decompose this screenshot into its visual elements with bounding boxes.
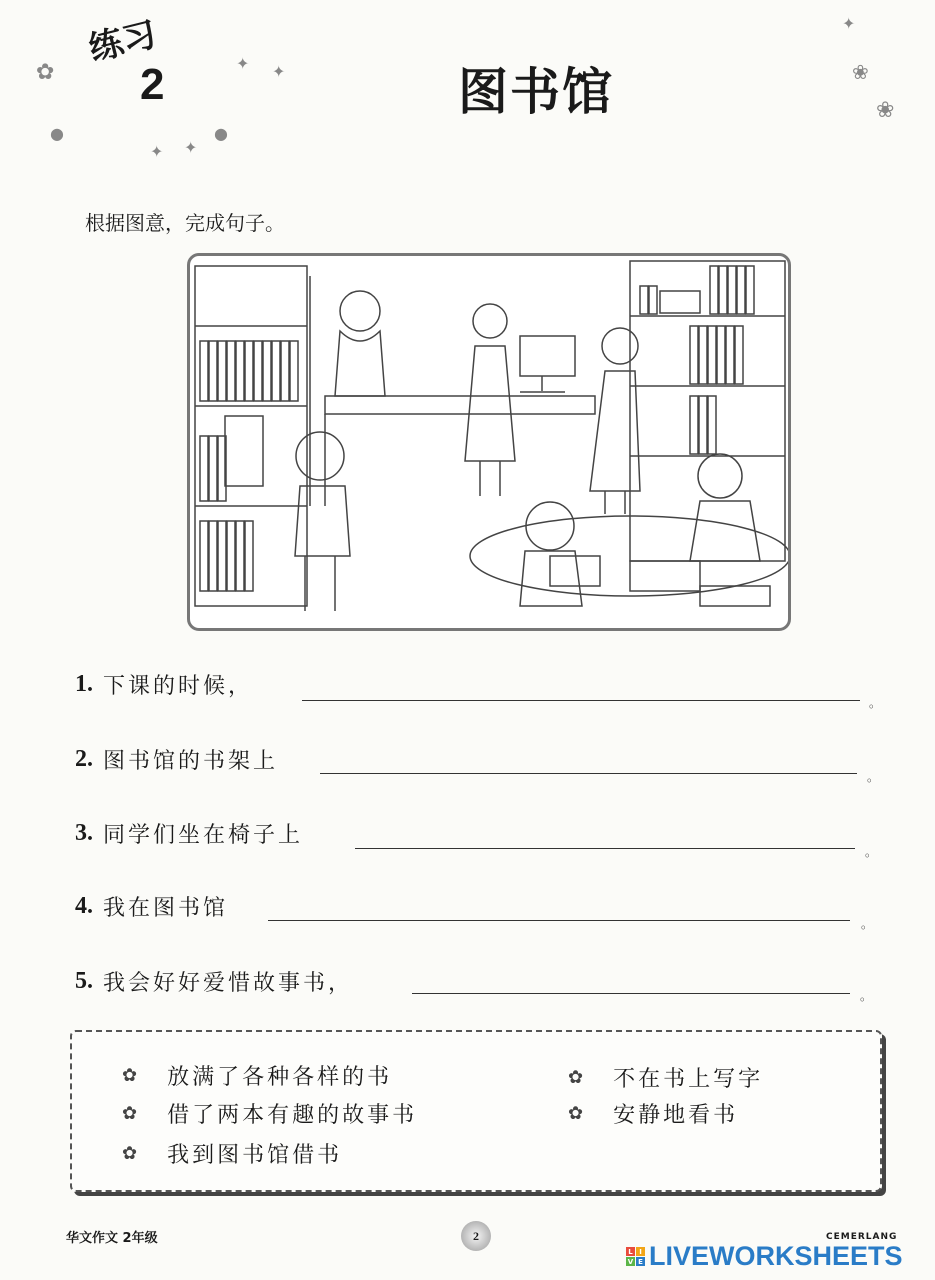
logo-letter: L [626, 1247, 635, 1256]
question-4 [75, 886, 228, 926]
flower-decoration-icon: ❀ [876, 98, 895, 123]
word-bank-option[interactable] [568, 1062, 763, 1093]
question-number: 3. [75, 819, 93, 846]
question-number: 1. [75, 670, 93, 697]
star-icon: ✦ [236, 54, 250, 73]
period-mark: 。 [865, 845, 878, 859]
question-number: 2. [75, 745, 93, 772]
liveworksheets-logo-icon [626, 1247, 645, 1266]
answer-blank-4[interactable] [268, 920, 850, 921]
word-bank [70, 1030, 882, 1192]
logo-letter: V [627, 1257, 634, 1266]
star-icon: ✦ [184, 138, 198, 157]
liveworksheets-watermark [626, 1241, 903, 1272]
question-stem: 下课的时候， [103, 673, 254, 699]
option-text: 放满了各种各样的书 [167, 1065, 393, 1090]
logo-letter: E [636, 1257, 645, 1266]
book-label: 华文作文 2年级 [66, 1231, 158, 1246]
library-scene-drawing [190, 256, 788, 628]
word-bank-option[interactable] [568, 1098, 738, 1129]
question-number: 5. [75, 967, 93, 994]
exercise-label: 练习 [85, 14, 161, 70]
option-text: 我到图书馆借书 [167, 1143, 343, 1168]
page-number: 2 [461, 1221, 491, 1251]
question-number: 4. [75, 892, 93, 919]
star-icon: ✦ [272, 62, 286, 81]
question-stem: 我在图书馆 [103, 895, 229, 921]
star-icon: ✦ [842, 14, 856, 33]
answer-blank-2[interactable] [320, 773, 857, 774]
instruction: 根据图意，完成句子。 [85, 211, 285, 235]
period-mark: 。 [869, 696, 882, 710]
question-3 [75, 813, 303, 853]
question-1 [75, 664, 253, 704]
publisher-logo: CEMERLANG [826, 1232, 898, 1242]
flower-icon: ✿ [568, 1067, 584, 1088]
answer-blank-1[interactable] [302, 700, 860, 701]
period-mark: 。 [860, 989, 873, 1003]
word-bank-option[interactable] [122, 1060, 392, 1091]
option-text: 安静地看书 [613, 1103, 739, 1128]
watermark-text: LIVEWORKSHEETS [649, 1241, 903, 1271]
question-5 [75, 961, 353, 1001]
answer-blank-3[interactable] [355, 848, 855, 849]
flower-icon: ✿ [122, 1065, 138, 1086]
question-stem: 同学们坐在椅子上 [103, 822, 304, 848]
page-title: 图书馆 [458, 63, 614, 121]
dot-icon: ● [50, 124, 64, 143]
dot-icon: ● [214, 124, 228, 143]
question-stem: 图书馆的书架上 [103, 748, 279, 774]
question-stem: 我会好好爱惜故事书， [103, 970, 354, 996]
flower-decoration-icon: ❀ [852, 60, 869, 84]
period-mark: 。 [861, 917, 874, 931]
word-bank-option[interactable] [122, 1098, 417, 1129]
flower-icon: ✿ [568, 1103, 584, 1124]
exercise-number: 2 [140, 60, 165, 109]
option-text: 不在书上写字 [613, 1067, 764, 1092]
option-text: 借了两本有趣的故事书 [167, 1103, 418, 1128]
flower-icon: ✿ [122, 1143, 138, 1164]
answer-blank-5[interactable] [412, 993, 850, 994]
period-mark: 。 [867, 770, 880, 784]
logo-letter: I [636, 1247, 645, 1256]
library-illustration [187, 253, 791, 631]
word-bank-option[interactable] [122, 1138, 342, 1169]
star-icon: ✦ [150, 142, 164, 161]
flower-icon: ✿ [122, 1103, 138, 1124]
flower-decoration-icon: ✿ [36, 60, 55, 85]
question-2 [75, 739, 278, 779]
